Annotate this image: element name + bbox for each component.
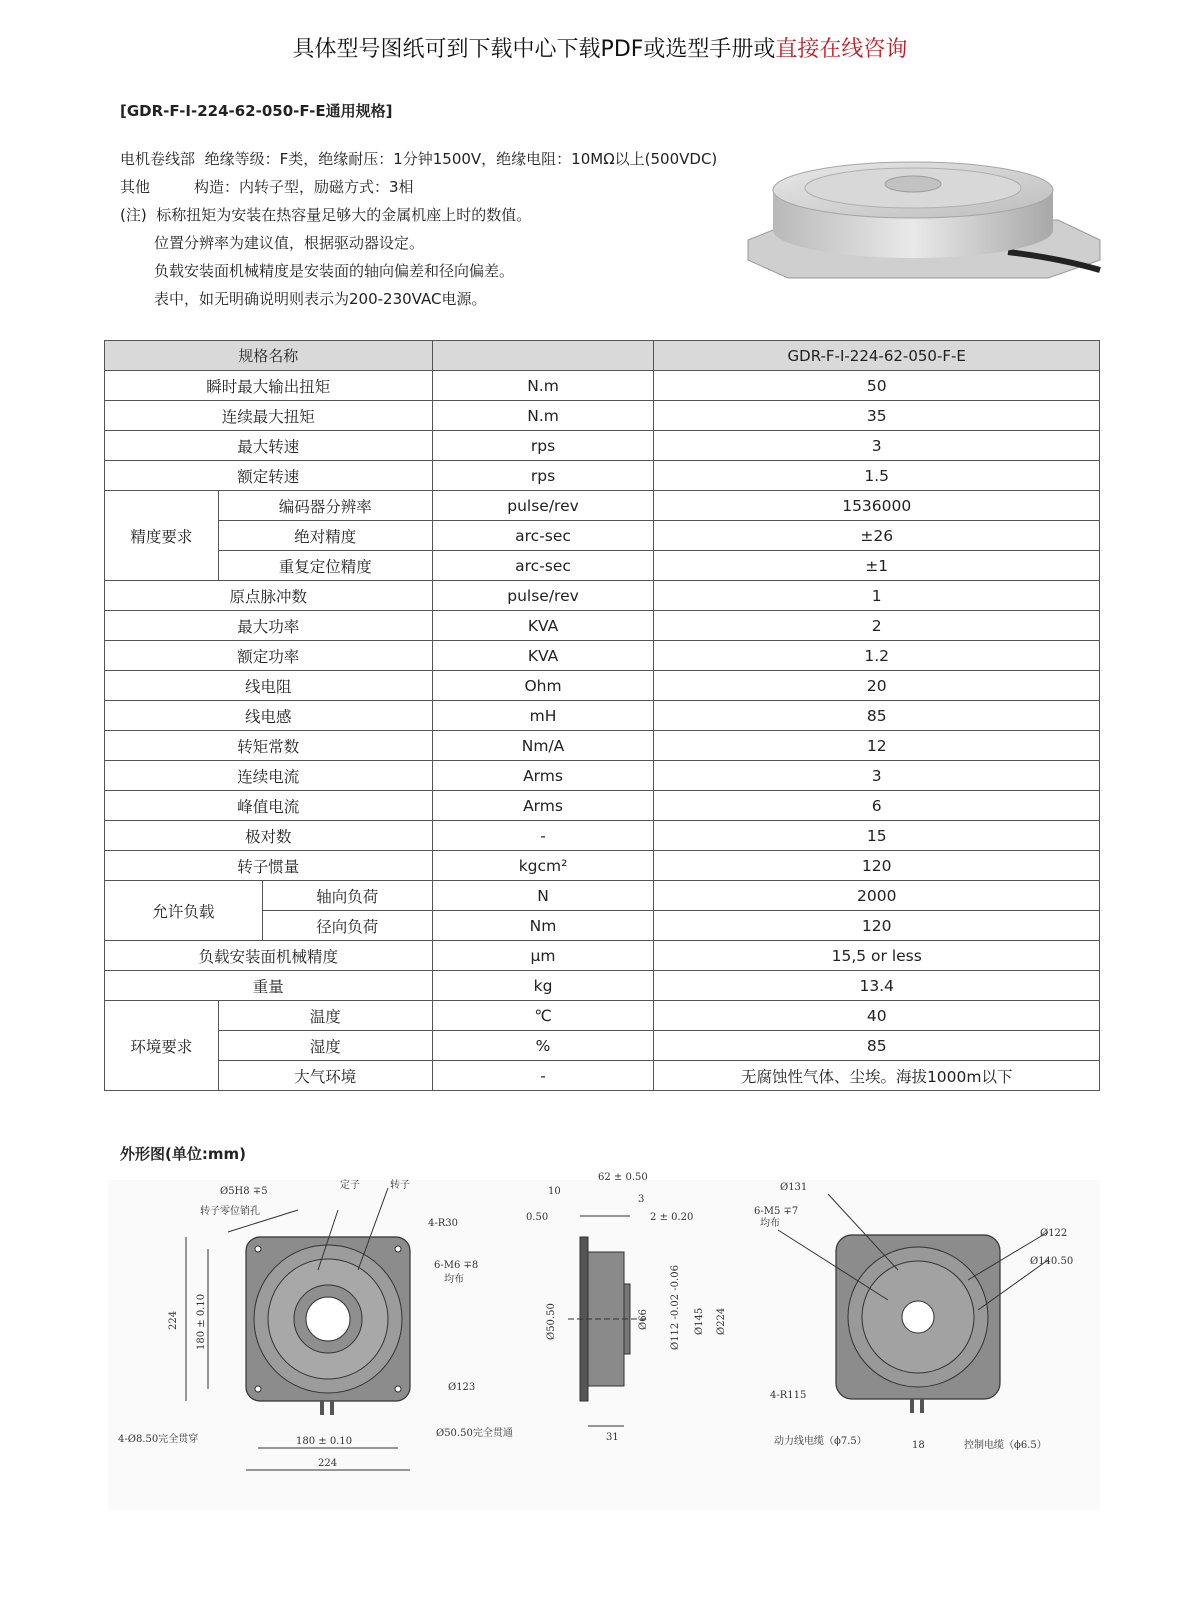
winding-label: 电机卷线部 <box>120 150 196 168</box>
table-header <box>105 341 1100 371</box>
page-banner <box>0 32 1200 63</box>
side-h10: 10 <box>548 1186 561 1197</box>
front-pin: 转子零位销孔 <box>200 1206 260 1217</box>
back-d140: Ø140.50 <box>1030 1256 1074 1267</box>
side-d50: Ø50.50 <box>546 1303 557 1340</box>
front-bottom-inner: 180 ± 0.10 <box>296 1436 353 1447</box>
back-d122: Ø122 <box>1040 1228 1068 1239</box>
row-unit: Nm/A <box>432 731 654 761</box>
row-group: 允许负载 <box>105 881 263 941</box>
row-name: 湿度 <box>218 1031 432 1061</box>
row-value: ±26 <box>654 521 1100 551</box>
side-h050: 0.50 <box>526 1212 549 1223</box>
row-value: 6 <box>654 791 1100 821</box>
front-bolt-dia: Ø123 <box>448 1382 476 1393</box>
side-d224: Ø224 <box>716 1307 727 1335</box>
row-unit: rps <box>432 461 654 491</box>
row-unit: Arms <box>432 761 654 791</box>
front-tap-dist: 均布 <box>444 1274 464 1285</box>
row-value: 2000 <box>654 881 1100 911</box>
row-unit: kg <box>432 971 654 1001</box>
table-row <box>105 371 1100 401</box>
row-unit: rps <box>432 431 654 461</box>
row-group: 精度要求 <box>105 491 219 581</box>
row-value: 120 <box>654 851 1100 881</box>
row-name: 额定功率 <box>105 641 433 671</box>
row-value: 40 <box>654 1001 1100 1031</box>
row-value: ±1 <box>654 551 1100 581</box>
side-view <box>526 1172 727 1443</box>
row-name: 温度 <box>218 1001 432 1031</box>
row-name: 峰值电流 <box>105 791 433 821</box>
header-model: GDR-F-I-224-62-050-F-E <box>654 341 1100 371</box>
table-row <box>105 581 1100 611</box>
row-name: 绝对精度 <box>218 521 432 551</box>
row-value: 120 <box>654 911 1100 941</box>
side-h2: 2 ± 0.20 <box>650 1212 694 1223</box>
row-name: 瞬时最大输出扭矩 <box>105 371 433 401</box>
note-2: 位置分辨率为建议值，根据驱动器设定。 <box>154 234 425 252</box>
table-row <box>105 401 1100 431</box>
back-corner: 4-R115 <box>770 1390 807 1401</box>
table-row <box>105 461 1100 491</box>
row-name: 线电阻 <box>105 671 433 701</box>
front-side-inner: 180 ± 0.10 <box>196 1293 207 1350</box>
row-value: 85 <box>654 1031 1100 1061</box>
table-row <box>105 701 1100 731</box>
row-name: 大气环境 <box>218 1061 432 1091</box>
front-holes: 4-Ø8.50完全贯穿 <box>118 1434 199 1445</box>
row-unit: N.m <box>432 401 654 431</box>
front-hole1: Ø5H8 ∓5 <box>220 1186 268 1197</box>
side-d112: Ø112 -0.02 -0.06 <box>670 1265 681 1350</box>
spec-table <box>104 340 1100 1091</box>
row-name: 极对数 <box>105 821 433 851</box>
row-unit: arc-sec <box>432 521 654 551</box>
banner-text: 具体型号图纸可到下载中心下载PDF或选型手册或 <box>292 37 776 62</box>
row-name: 负载安装面机械精度 <box>105 941 433 971</box>
consult-link[interactable]: 直接在线咨询 <box>775 37 908 62</box>
row-name: 额定转速 <box>105 461 433 491</box>
row-unit: N <box>432 881 654 911</box>
row-unit: % <box>432 1031 654 1061</box>
row-unit: Ohm <box>432 671 654 701</box>
table-row <box>105 1061 1100 1091</box>
outline-title: 外形图(单位:mm) <box>120 1145 246 1163</box>
row-name: 连续电流 <box>105 761 433 791</box>
front-bore: Ø50.50完全贯通 <box>436 1428 513 1439</box>
back-d131: Ø131 <box>780 1182 808 1193</box>
row-unit: μm <box>432 941 654 971</box>
table-row <box>105 671 1100 701</box>
row-unit: Arms <box>432 791 654 821</box>
row-value: 15 <box>654 821 1100 851</box>
table-row <box>105 791 1100 821</box>
row-name: 转子惯量 <box>105 851 433 881</box>
back-view <box>754 1182 1073 1451</box>
other-text: 构造：内转子型，励磁方式：3相 <box>194 178 414 196</box>
row-value: 1.2 <box>654 641 1100 671</box>
front-tap: 6-M6 ∓8 <box>434 1260 479 1271</box>
row-value: 13.4 <box>654 971 1100 1001</box>
table-row <box>105 971 1100 1001</box>
row-name: 线电感 <box>105 701 433 731</box>
note-label: (注) <box>120 206 147 224</box>
front-bottom-outer: 224 <box>318 1458 338 1469</box>
note-1: 标称扭矩为安装在热容量足够大的金属机座上时的数值。 <box>156 206 532 224</box>
table-row <box>105 821 1100 851</box>
side-h62: 62 ± 0.50 <box>598 1172 648 1183</box>
row-unit: ℃ <box>432 1001 654 1031</box>
front-side-outer: 224 <box>168 1310 179 1330</box>
outline-drawing <box>108 1172 1100 1510</box>
table-row <box>105 731 1100 761</box>
row-value: 3 <box>654 761 1100 791</box>
row-unit: mH <box>432 701 654 731</box>
back-tap-dist: 均布 <box>760 1218 780 1229</box>
front-stator: 定子 <box>340 1180 360 1191</box>
row-value: 50 <box>654 371 1100 401</box>
row-value: 12 <box>654 731 1100 761</box>
side-d145: Ø145 <box>694 1307 705 1335</box>
table-row <box>105 851 1100 881</box>
row-unit: - <box>432 821 654 851</box>
spec-notes <box>120 145 717 313</box>
row-value: 1536000 <box>654 491 1100 521</box>
table-row <box>105 881 1100 911</box>
row-value: 2 <box>654 611 1100 641</box>
row-value: 85 <box>654 701 1100 731</box>
row-unit: KVA <box>432 641 654 671</box>
row-value: 1 <box>654 581 1100 611</box>
row-name: 原点脉冲数 <box>105 581 433 611</box>
row-value: 无腐蚀性气体、尘埃。海拔1000m以下 <box>654 1061 1100 1091</box>
row-name: 转矩常数 <box>105 731 433 761</box>
side-d66: Ø66 <box>638 1309 649 1330</box>
table-row <box>105 641 1100 671</box>
row-unit: Nm <box>432 911 654 941</box>
back-cable2: 控制电缆（ϕ6.5） <box>964 1440 1047 1451</box>
row-unit: arc-sec <box>432 551 654 581</box>
other-label: 其他 <box>120 178 151 196</box>
row-value: 20 <box>654 671 1100 701</box>
row-name: 连续最大扭矩 <box>105 401 433 431</box>
row-unit: KVA <box>432 611 654 641</box>
table-row <box>105 761 1100 791</box>
header-unit <box>432 341 654 371</box>
spec-title: [GDR-F-I-224-62-050-F-E通用规格] <box>120 102 393 120</box>
row-unit: kgcm² <box>432 851 654 881</box>
back-cable1: 动力线电缆（ϕ7.5） <box>774 1436 867 1447</box>
row-name: 轴向负荷 <box>262 881 432 911</box>
product-photo <box>728 160 1108 308</box>
note-3: 负载安装面机械精度是安装面的轴向偏差和径向偏差。 <box>154 262 515 280</box>
row-value: 15,5 or less <box>654 941 1100 971</box>
row-group: 环境要求 <box>105 1001 219 1091</box>
table-row <box>105 521 1100 551</box>
front-view <box>118 1178 513 1470</box>
header-spec-name: 规格名称 <box>105 341 433 371</box>
row-value: 1.5 <box>654 461 1100 491</box>
row-name: 最大功率 <box>105 611 433 641</box>
table-row <box>105 1031 1100 1061</box>
table-row <box>105 941 1100 971</box>
row-name: 编码器分辨率 <box>218 491 432 521</box>
row-unit: - <box>432 1061 654 1091</box>
row-name: 径向负荷 <box>262 911 432 941</box>
row-unit: N.m <box>432 371 654 401</box>
table-row <box>105 611 1100 641</box>
row-name: 重量 <box>105 971 433 1001</box>
row-name: 重复定位精度 <box>218 551 432 581</box>
front-rotor: 转子 <box>390 1180 410 1191</box>
note-4: 表中，如无明确说明则表示为200-230VAC电源。 <box>154 290 487 308</box>
row-value: 3 <box>654 431 1100 461</box>
table-row <box>105 431 1100 461</box>
row-unit: pulse/rev <box>432 491 654 521</box>
table-row <box>105 1001 1100 1031</box>
winding-text: 绝缘等级：F类，绝缘耐压：1分钟1500V，绝缘电阻：10MΩ以上(500VDC) <box>204 150 718 168</box>
side-w31: 31 <box>606 1432 619 1443</box>
side-h3: 3 <box>638 1194 645 1205</box>
row-unit: pulse/rev <box>432 581 654 611</box>
back-w18: 18 <box>912 1440 925 1451</box>
row-name: 最大转速 <box>105 431 433 461</box>
back-tap: 6-M5 ∓7 <box>754 1206 799 1217</box>
table-row <box>105 551 1100 581</box>
front-corner: 4-R30 <box>428 1218 458 1229</box>
row-value: 35 <box>654 401 1100 431</box>
table-row <box>105 491 1100 521</box>
